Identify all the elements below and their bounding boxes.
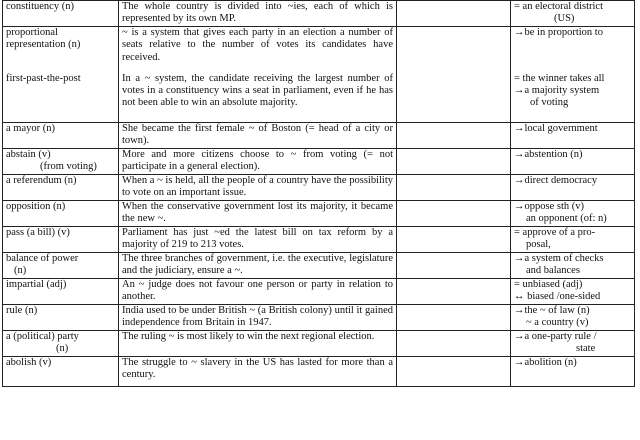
empty-cell (397, 27, 511, 73)
term-cell (3, 253, 119, 279)
term-cell (3, 175, 119, 201)
definition-cell: Parliament has just ~ed the latest bill on tax reform by a majority of 219 to 213 votes. (119, 227, 397, 253)
vocabulary-table (2, 0, 635, 387)
table-row (3, 123, 635, 149)
term-text: impartial (adj) (6, 279, 67, 290)
term-text: first-past-the-post (6, 72, 81, 84)
term-text: a referendum (n) (6, 175, 77, 186)
note-cell (511, 253, 635, 279)
definition-cell: India used to be under British ~ (a British colony) until it gained independence from Britain in 1947. (119, 305, 397, 331)
empty-cell (397, 227, 511, 253)
term-text: (from voting) (40, 161, 97, 173)
empty-cell (397, 149, 511, 175)
term-cell (3, 73, 119, 123)
definition-cell: ~ is a system that gives each party in an election a number of seats relative to the number of votes its candidates have received. (119, 27, 397, 73)
note-cell (511, 357, 635, 387)
term-text: (n) (14, 265, 27, 277)
term-cell (3, 123, 119, 149)
table-row (3, 201, 635, 227)
note-text: →a one-party rule / (514, 331, 597, 342)
note-cell (511, 279, 635, 305)
definition-cell: When a ~ is held, all the people of a country have the possibility to vote on an important issue. (119, 175, 397, 201)
definition-cell: The whole country is divided into ~ies, each of which is represented by its own MP. (119, 1, 397, 27)
term-text: abstain (v) (6, 149, 51, 160)
definition-cell: The ruling ~ is most likely to win the next regional election. (119, 331, 397, 357)
note-cell (511, 149, 635, 175)
definition-cell: She became the first female ~ of Boston (= head of a city or town). (119, 123, 397, 149)
note-cell (511, 331, 635, 357)
term-text: representation (n) (6, 39, 81, 51)
table-row (3, 357, 635, 387)
table-row (3, 331, 635, 357)
term-text: opposition (n) (6, 201, 66, 212)
definition-cell: The three branches of government, i.e. the executive, legislature and the judiciary, ensure a ~. (119, 253, 397, 279)
note-text: of voting (530, 97, 569, 109)
note-text: posal, (526, 239, 551, 251)
note-text: (US) (554, 13, 575, 25)
note-cell (511, 227, 635, 253)
term-text: balance of power (6, 253, 79, 264)
table-row (3, 1, 635, 27)
definition-cell: In a ~ system, the candidate receiving the largest number of votes in a constituency wins a seat in parliament, even if he has not been able to win an absolute majority. (119, 73, 397, 123)
note-text: = an electoral district (514, 1, 604, 12)
note-text: ~ a country (v) (526, 317, 589, 329)
term-cell (3, 201, 119, 227)
table-row (3, 253, 635, 279)
empty-cell (397, 123, 511, 149)
definition-cell: An ~ judge does not favour one person or party in relation to another. (119, 279, 397, 305)
empty-cell (397, 73, 511, 123)
note-text: →the ~ of law (n) (514, 305, 590, 316)
note-cell (511, 123, 635, 149)
note-text: →oppose sth (v) (514, 201, 584, 212)
term-text: abolish (v) (6, 357, 52, 368)
note-cell (511, 201, 635, 227)
empty-cell (397, 175, 511, 201)
term-text: constituency (n) (6, 1, 74, 12)
term-text: a (political) party (6, 331, 79, 342)
term-cell (3, 305, 119, 331)
table-row (3, 279, 635, 305)
empty-cell (397, 253, 511, 279)
definition-cell: More and more citizens choose to ~ from voting (= not participate in a general election). (119, 149, 397, 175)
note-cell (511, 175, 635, 201)
term-cell (3, 27, 119, 73)
term-cell (3, 331, 119, 357)
note-text: →abstention (n) (514, 149, 583, 160)
note-text: = unbiased (adj) (514, 279, 583, 290)
definition-cell: When the conservative government lost its majority, it became the new ~. (119, 201, 397, 227)
term-cell (3, 357, 119, 387)
note-cell (511, 73, 635, 123)
note-text: →be in proportion to (514, 27, 603, 38)
note-text: →abolition (n) (514, 357, 577, 368)
note-cell (511, 305, 635, 331)
note-text: = approve of a pro- (514, 227, 596, 238)
term-text: a mayor (n) (6, 123, 55, 134)
term-text: rule (n) (6, 305, 38, 316)
note-text: →local government (514, 123, 598, 134)
term-cell (3, 279, 119, 305)
empty-cell (397, 305, 511, 331)
empty-cell (397, 279, 511, 305)
table-row (3, 149, 635, 175)
definition-cell: The struggle to ~ slavery in the US has lasted for more than a century. (119, 357, 397, 387)
table-row (3, 27, 635, 73)
note-text: an opponent (of: n) (526, 213, 607, 225)
empty-cell (397, 201, 511, 227)
table-row (3, 305, 635, 331)
note-text: →a system of checks (514, 253, 604, 264)
note-cell (511, 27, 635, 73)
empty-cell (397, 1, 511, 27)
term-text: proportional (6, 27, 58, 38)
term-text: pass (a bill) (v) (6, 227, 70, 238)
term-text: (n) (56, 343, 69, 355)
term-cell (3, 1, 119, 27)
note-text: ↔ biased /one-sided (514, 291, 601, 303)
term-cell (3, 149, 119, 175)
note-cell (511, 1, 635, 27)
note-text: and balances (526, 265, 580, 277)
note-text: →direct democracy (514, 175, 598, 186)
term-cell (3, 227, 119, 253)
table-row (3, 73, 635, 123)
note-text: = the winner takes all (514, 72, 605, 84)
empty-cell (397, 331, 511, 357)
table-row (3, 175, 635, 201)
table-row (3, 227, 635, 253)
empty-cell (397, 357, 511, 387)
note-text: state (576, 343, 596, 355)
note-text: →a majority system (514, 84, 600, 96)
